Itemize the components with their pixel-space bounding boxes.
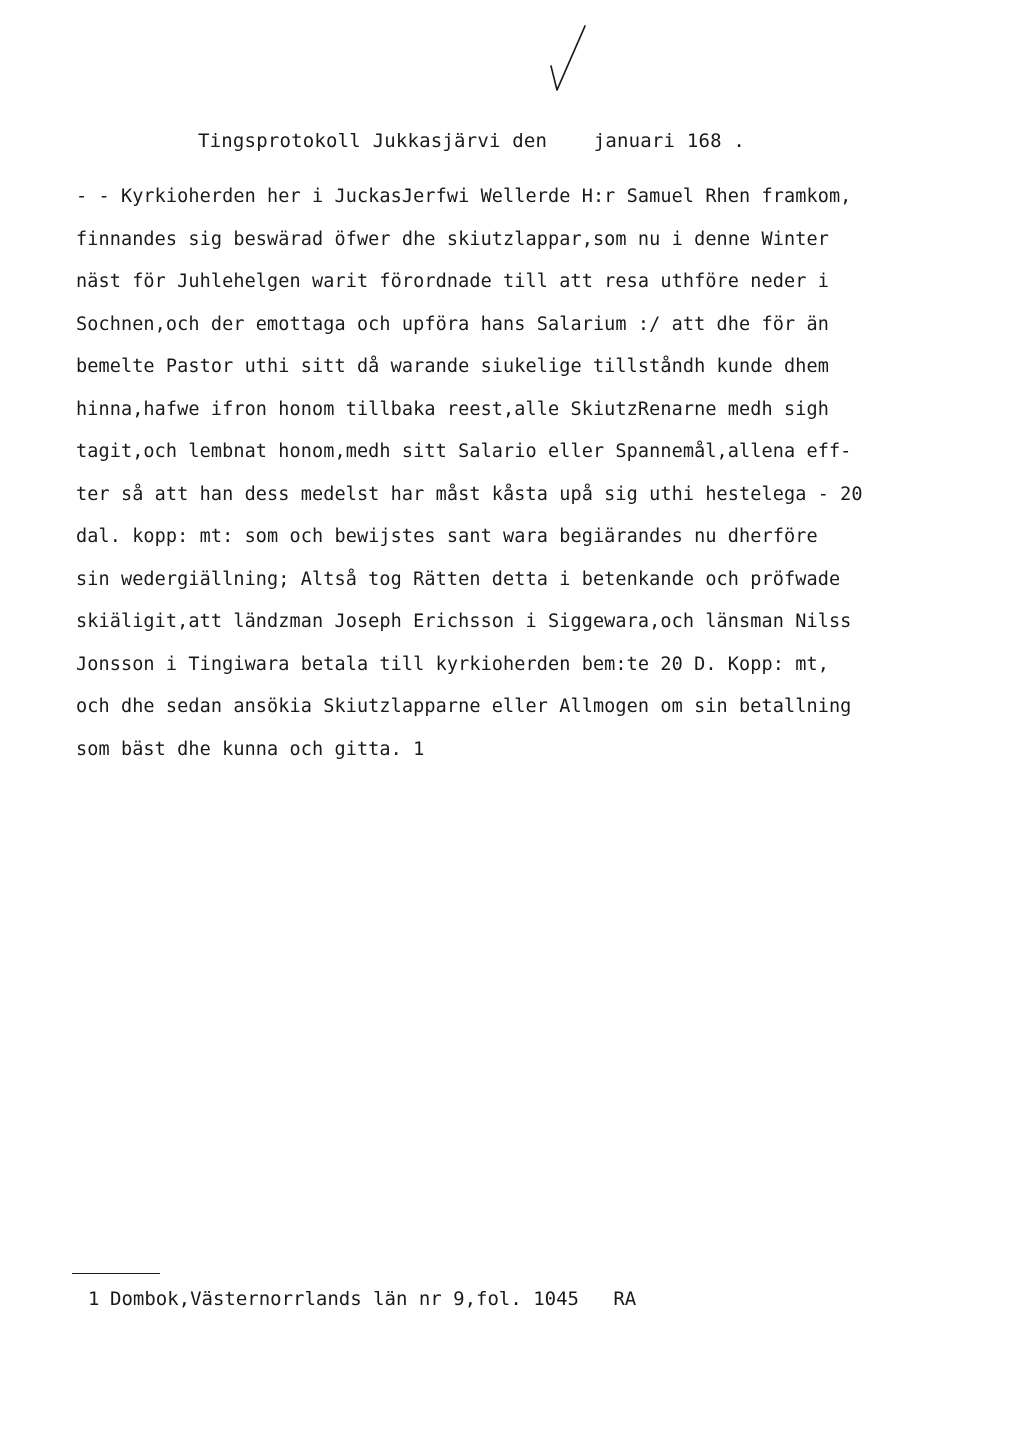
- footnote-text: Dombok,Västernorrlands län nr 9,fol. 1045 RA: [110, 1288, 637, 1310]
- text-line: och dhe sedan ansökia Skiutzlapparne eller Allmogen om sin betallning: [76, 696, 852, 717]
- footnote-divider: [72, 1273, 160, 1274]
- footnote: [88, 1288, 636, 1310]
- text-line: ter så att han dess medelst har måst kåsta upå sig uthi hestelega - 20: [76, 483, 863, 505]
- text-line: som bäst dhe kunna och gitta. 1: [76, 738, 425, 760]
- text-line: - - Kyrkioherden her i JuckasJerfwi Wellerde H:r Samuel Rhen framkom,: [76, 186, 852, 207]
- protocol-text: [76, 184, 956, 779]
- text-line: Sochnen,och der emottaga och upföra hans Salarium :/ att dhe för än: [76, 313, 829, 335]
- text-line: hinna,hafwe ifron honom tillbaka reest,alle SkiutzRenarne medh sigh: [76, 398, 829, 420]
- text-line: Jonsson i Tingiwara betala till kyrkioherden bem:te 20 D. Kopp: mt,: [76, 653, 829, 675]
- document-title: Tingsprotokoll Jukkasjärvi den januari 168 .: [198, 130, 746, 152]
- check-mark: [548, 22, 588, 94]
- text-line: näst för Juhlehelgen warit förordnade till att resa uthföre neder i: [76, 271, 829, 292]
- text-line: sin wedergiällning; Altså tog Rätten detta i betenkande och pröfwade: [76, 568, 841, 590]
- footnote-marker: 1: [88, 1288, 100, 1310]
- text-line: skiäligit,att ländzman Joseph Erichsson i Siggewara,och länsman Nilss: [76, 611, 852, 632]
- text-line: bemelte Pastor uthi sitt då warande siukelige tillståndh kunde dhem: [76, 356, 829, 377]
- text-line: tagit,och lembnat honom,medh sitt Salario eller Spannemål,allena eff-: [76, 441, 852, 462]
- text-line: finnandes sig beswärad öfwer dhe skiutzlappar,som nu i denne Winter: [76, 228, 829, 250]
- text-line: dal. kopp: mt: som och bewijstes sant wara begiärandes nu dherföre: [76, 526, 818, 547]
